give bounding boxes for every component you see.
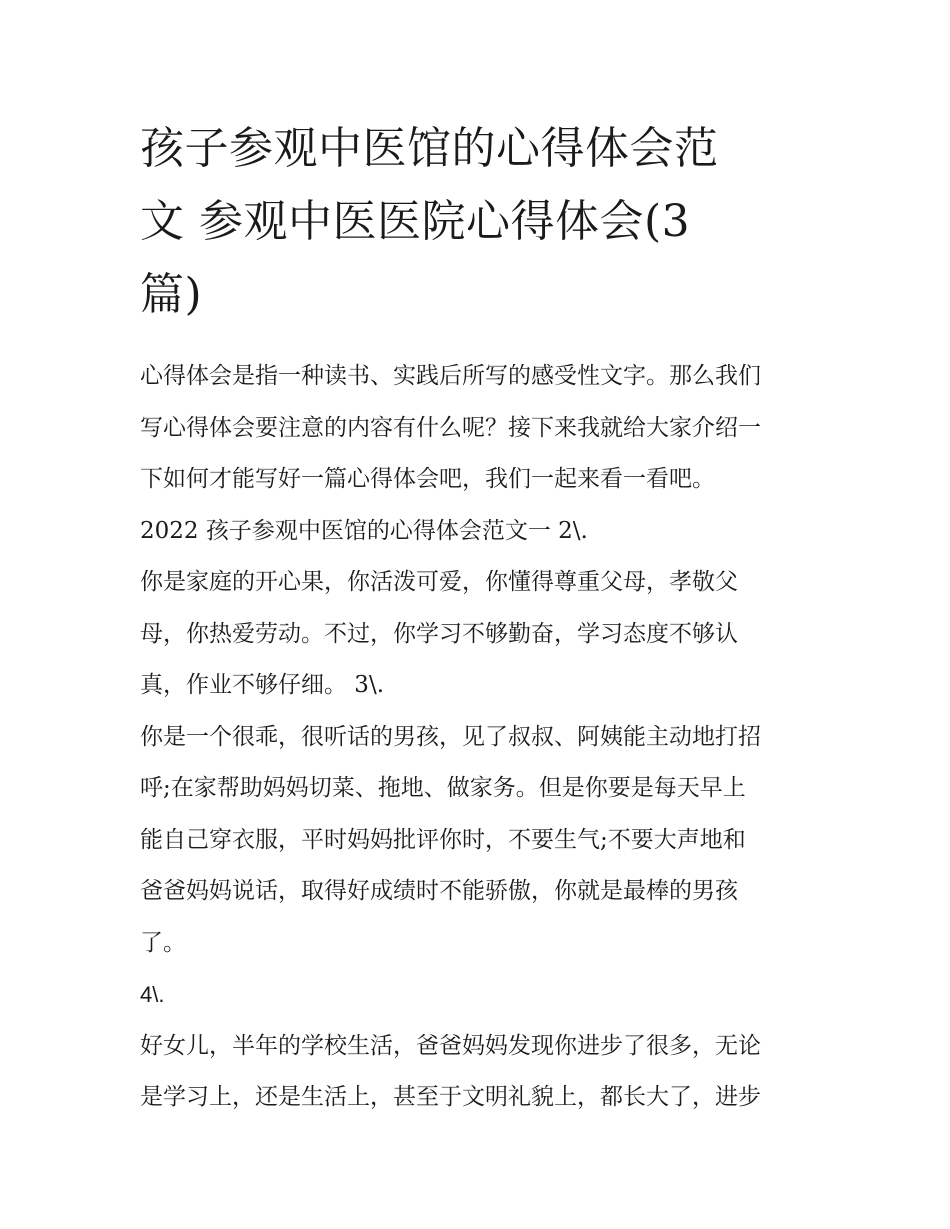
body-line: 呼;在家帮助妈妈切菜、拖地、做家务。但是你要是每天早上 xyxy=(140,775,746,801)
item-number-line: 4\. xyxy=(140,982,165,1007)
body-line: 母，你热爱劳动。不过，你学习不够勤奋，学习态度不够认 xyxy=(140,620,738,647)
title-line: 文 参观中医医院心得体会(3 xyxy=(140,196,691,247)
body-line: 写心得体会要注意的内容有什么呢？接下来我就给大家介绍一 xyxy=(140,414,761,441)
body-line: 真，作业不够仔细。 3\. xyxy=(140,672,385,698)
body-line: 下如何才能写好一篇心得体会吧，我们一起来看一看吧。 xyxy=(140,466,715,492)
document-title xyxy=(140,112,820,331)
body-line: 是学习上，还是生活上，甚至于文明礼貌上，都长大了，进步 xyxy=(140,1084,761,1110)
document-page xyxy=(140,112,820,1124)
title-line: 篇) xyxy=(140,269,203,320)
body-line: 能自己穿衣服，平时妈妈批评你时，不要生气;不要大声地和 xyxy=(140,826,746,853)
body-line: 你是家庭的开心果，你活泼可爱，你懂得尊重父母，孝敬父 xyxy=(140,569,738,595)
body-line: 心得体会是指一种读书、实践后所写的感受性文字。那么我们 xyxy=(140,363,761,389)
title-line: 孩子参观中医馆的心得体会范 xyxy=(140,123,719,174)
document-body xyxy=(140,351,820,1124)
body-line: 好女儿，半年的学校生活，爸爸妈妈发现你进步了很多，无论 xyxy=(140,1032,761,1059)
body-line: 你是一个很乖，很听话的男孩，见了叔叔、阿姨能主动地打招 xyxy=(140,723,761,750)
body-line: 了。 xyxy=(140,929,186,956)
section-heading-line: 2022 孩子参观中医馆的心得体会范文一 2\. xyxy=(140,517,588,544)
body-line: 爸爸妈妈说话，取得好成绩时不能骄傲，你就是最棒的男孩 xyxy=(140,878,738,904)
